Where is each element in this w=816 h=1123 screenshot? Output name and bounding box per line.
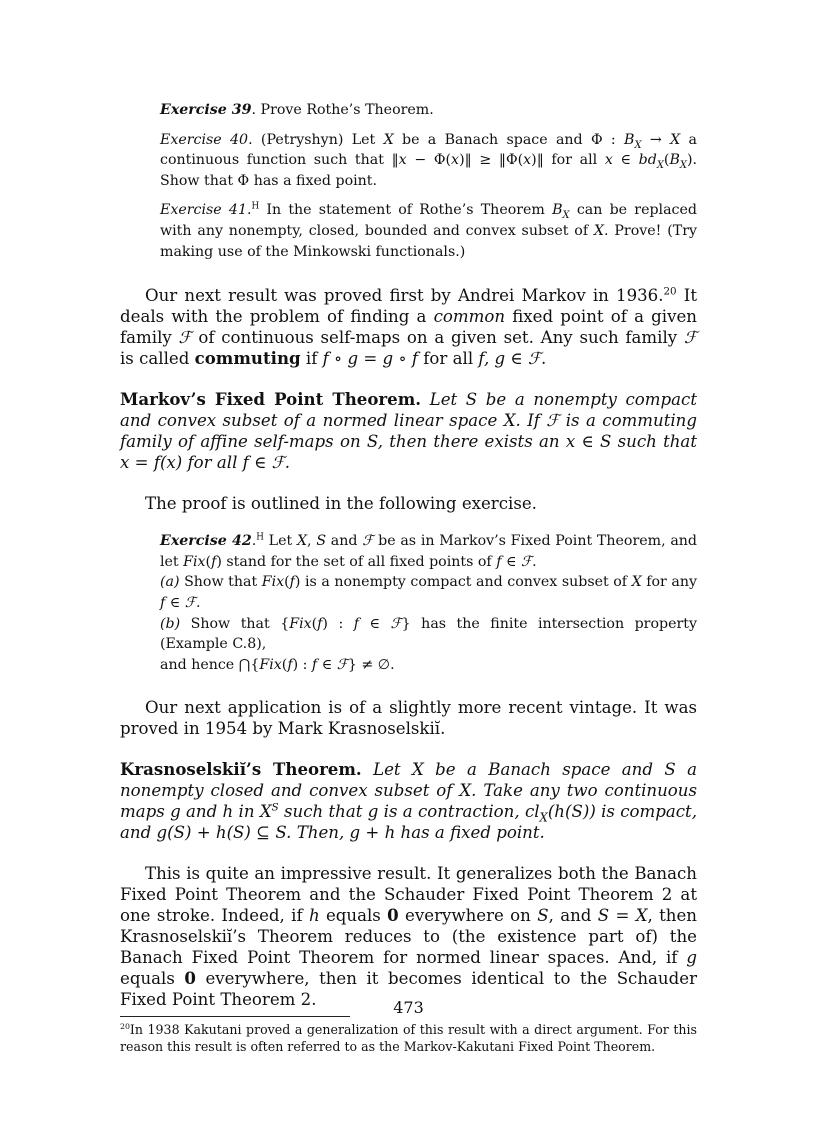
page-content [120, 100, 697, 1055]
text: ). Show that Φ has a fixed point. [160, 152, 698, 189]
krasnoselskii-theorem: Krasnoselskiĭ’s Theorem. Let X be a Banach space and S a nonempty closed and convex subset of X. Take any two continuous maps g and h in $X^S$ such that g is a contraction, $cl_X(h(S))$ is compact, and g(S) + h(S) ⊆ S. Then, g + h has a fixed point. [120, 759, 697, 843]
text: , then there exists an [377, 432, 566, 452]
text: } ≠ ∅. [347, 656, 395, 673]
text: ( [547, 802, 555, 822]
text: ∈ [612, 152, 639, 169]
text: ∘ [393, 349, 412, 369]
text: is a contraction, cl [378, 802, 540, 822]
text: a nonempty closed and convex subset of [120, 760, 697, 801]
text: )‖ for all [531, 152, 605, 169]
text: ) : [322, 615, 354, 632]
text: ) ⊆ [244, 823, 276, 843]
exercise-40-label: Exercise 40 [160, 131, 249, 148]
exercise-41-label: Exercise 41 [160, 202, 247, 219]
exercise-39-label: Exercise 39 [160, 102, 252, 118]
exercise-42-part-a: (a) Show that Fix(f) is a nonempty compact and convex subset of X for any f ∈ ℱ. [160, 574, 697, 611]
text: and [326, 533, 363, 550]
exercise-41: Exercise 41.$^H$ In the statement of Rothe’s Theorem $B_X$ can be replaced with any nonempty, closed, bounded and convex subset of X. Prove! (Try making use of the Minkowski functionals.) [160, 201, 697, 260]
text: be a nonempty compact and convex subset of a normed linear space [120, 390, 697, 431]
footnote-number: 20 [120, 1022, 130, 1032]
page-number: 473 [393, 998, 424, 1017]
text: be a Banach space and Φ : [393, 131, 625, 148]
text: . [541, 349, 547, 369]
text: has a fixed point. [395, 823, 545, 843]
text: a continuous function such that ‖ [160, 131, 697, 169]
exercise-40-author: (Petryshyn) [260, 131, 344, 148]
text: . If [515, 411, 547, 431]
proof-outline: The proof is outlined in the following exercise. [145, 494, 537, 514]
text: ( [564, 802, 572, 822]
text: Show that [184, 574, 262, 591]
text: ∘ [328, 349, 348, 369]
text: , and [548, 906, 598, 926]
markov-theorem: Markov’s Fixed Point Theorem. Let S be a nonempty compact and convex subset of a normed linear space X. If ℱ is a commuting family of affine self-maps on S, then there exists an x ∈ S such that x = f(x) for all f ∈ ℱ. [120, 389, 697, 473]
text: and hence ⋂{ [160, 656, 260, 673]
text: in [233, 802, 260, 822]
text: − Φ( [406, 152, 452, 169]
paragraph-impressive-result: This is quite an impressive result. It generalizes both the Banach Fixed Point Theorem and the Schauder Fixed Point Theorem 2 at one stroke. Indeed, if h equals 0 everywhere on S, and S = X, then Krasnoselskiĭ’s Theorem reduces to (the existence part of) the Banach Fixed Point Theorem for normed linear spaces. And, if g equals 0 everywhere, then it becomes identical to the Schauder Fixed Point Theorem 2. [120, 864, 697, 1010]
text: ∈ [501, 553, 521, 570]
text: for all [418, 349, 479, 369]
text: Let [268, 533, 297, 550]
markov-theorem-title: Markov’s Fixed Point Theorem. [120, 389, 422, 410]
text: Our next result was proved first by Andrei Markov in 1936. [145, 286, 664, 306]
text: In the statement of Rothe’s Theorem [266, 202, 553, 219]
exercise-42: Exercise 42.$^H$ Let X, S and ℱ be as in Markov’s Fixed Point Theorem, and let Fix(f) stand for the set of all fixed points of f ∈ ℱ. (a) Show that Fix(f) is a nonempty compact and convex subset of X for any f ∈ ℱ. (b) Show that {Fix(f) : f ∈ ℱ} has the finite intersection property (Example C.8), and hence ⋂{Fix(f) : f ∈ ℱ} ≠ ∅. [160, 532, 698, 673]
text: be a Banach space and [423, 760, 665, 780]
text: of continuous self-maps on a given set. Any such family [191, 328, 684, 348]
text: ∈ [248, 453, 272, 473]
exercise-39: Exercise 39. Prove Rothe’s Theorem. [160, 102, 434, 118]
exercise-42-label: Exercise 42 [160, 533, 252, 550]
text: be as in Markov’s Fixed Point Theorem, and let [160, 533, 698, 570]
text: = [358, 349, 383, 369]
text: equals [120, 969, 185, 989]
text: . Take any two continuous maps [120, 781, 697, 822]
text: ) for all [175, 453, 243, 473]
exercise-40: Exercise 40. (Petryshyn) Let X be a Banach space and Φ : $B_X \to X$ a continuous function such that ‖x − Φ(x)‖ ≥ ‖Φ(x)‖ for all x ∈ $bd_X(B_X)$. Show that Φ has a fixed point. [160, 131, 698, 189]
krasnoselskii-theorem-title: Krasnoselskiĭ’s Theorem. [120, 759, 362, 780]
text: Fix [183, 553, 206, 570]
text: , then Krasnoselskiĭ’s Theorem reduces to (the existence part of) the Banach Fixed Point Theorem for normed linear spaces. And, if [120, 906, 697, 968]
text: Fix [289, 615, 312, 632]
footnote-text: In 1938 Kakutani proved a generalization of this result with a direct argument. For this reason this result is often referred to as the Markov-Kakutani Fixed Point Theorem. [120, 1022, 697, 1055]
text: (a) [160, 574, 180, 591]
text: . Prove! (Try making use of the Minkowski functionals.) [160, 222, 697, 260]
emphasis-common: common [433, 307, 506, 327]
text: such that [611, 432, 697, 452]
exercise-42-part-b: (b) Show that {Fix(f) : f ∈ ℱ} has the finite intersection property (Example C.8), [160, 615, 697, 653]
text: can be replaced with any nonempty, closed, bounded and convex subset of [160, 202, 697, 239]
paragraph-krasnoselskii-intro: Our next application is of a slightly more recent vintage. It was proved in 1954 by Mark Krasnoselskiĭ. [120, 698, 697, 739]
text: (b) [160, 615, 181, 632]
footnote-ref-20: 20 [663, 285, 677, 298]
text: such that [278, 802, 368, 822]
text: This is quite an impressive result. It generalizes both the Banach Fixed Point Theorem and the Schauder Fixed Point Theorem 2 at one stroke. Indeed, if [120, 864, 697, 926]
text: Show that { [190, 615, 290, 632]
text: Fix [261, 574, 285, 591]
bold-zero: 0 [184, 968, 196, 989]
exercise-39-text: Prove Rothe’s Theorem. [260, 102, 434, 118]
text: ) is a nonempty compact and convex subset of [294, 574, 632, 591]
text: It deals with the problem of finding a [120, 286, 697, 327]
text: )) is compact, and [120, 802, 697, 843]
text: for any [641, 574, 697, 591]
text: ) stand for the set of all fixed points of [216, 553, 497, 570]
text: equals [319, 906, 388, 926]
text: . [284, 453, 290, 473]
text: is called [120, 349, 195, 369]
text: ) + [184, 823, 216, 843]
text: everywhere, then it becomes identical to the Schauder Fixed Point Theorem 2. [120, 969, 697, 1010]
text: . Then, [286, 823, 350, 843]
text: Let [429, 390, 466, 410]
text: ∈ [575, 432, 600, 452]
text: Let [351, 131, 384, 148]
hint-marker: H [256, 532, 264, 543]
text: )‖ ≥ ‖Φ( [459, 152, 524, 169]
text: everywhere on [398, 906, 538, 926]
text: = [129, 453, 154, 473]
text: fixed point of a given family [120, 307, 697, 348]
bold-zero: 0 [387, 905, 399, 926]
text: if [300, 349, 323, 369]
text: is a commuting family of affine self-maps on [120, 411, 697, 452]
paragraph-markov-intro: Our next result was proved first by Andrei Markov in 1936.20 It deals with the problem of finding a common fixed point of a given family ℱ of continuous self-maps on a given set. Any such family ℱ is called commuting if f ∘ g = g ∘ f for all f, g ∈ ℱ. [120, 285, 697, 369]
footnote-20 [120, 1021, 697, 1055]
text: } has the finite intersection property (Example C.8), [160, 615, 697, 653]
text: Let [373, 760, 412, 780]
term-commuting: commuting [194, 348, 301, 369]
text: ∈ [505, 349, 528, 369]
text: Fix [259, 656, 282, 673]
text: and [180, 802, 223, 822]
hint-marker: H [251, 201, 260, 212]
